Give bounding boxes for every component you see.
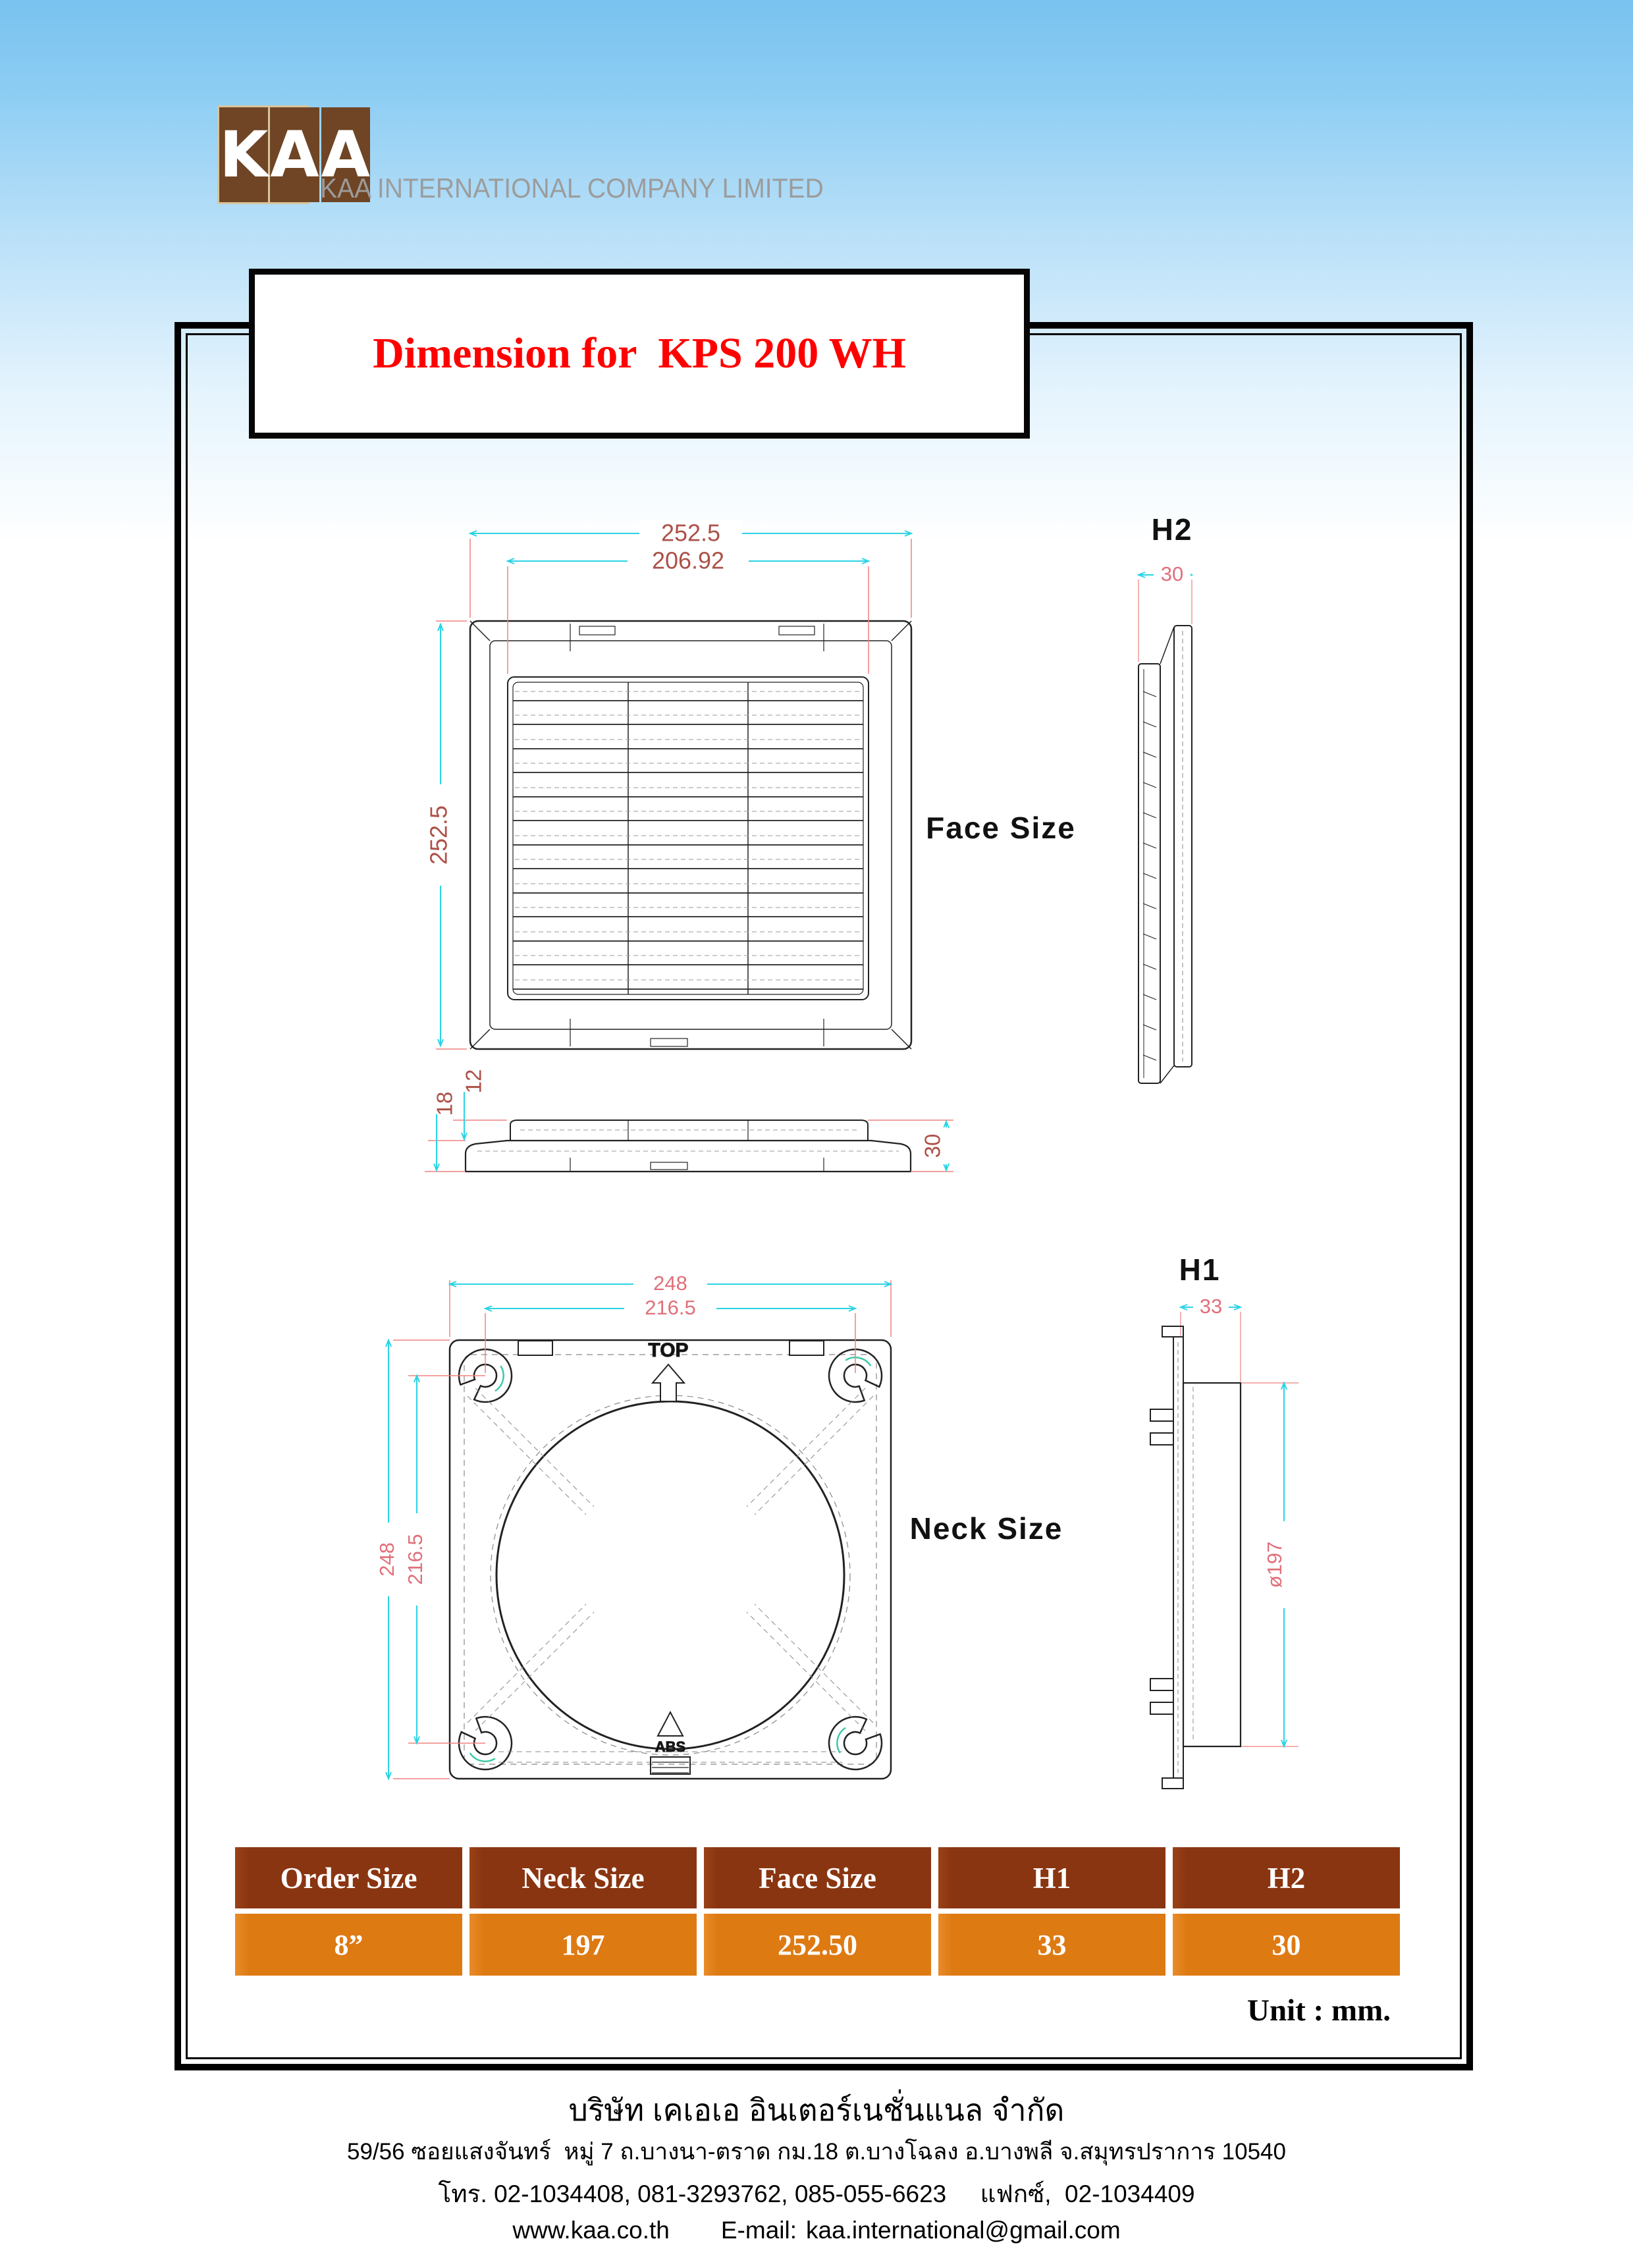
- dim-h2-depth: 30: [1160, 562, 1184, 586]
- dim-profile-total: 30: [920, 1133, 945, 1158]
- neck-dimensions: [375, 1272, 1063, 1779]
- footer-company-name-th: บริษัท เคเอเอ อินเตอร์เนชั่นแนล จำกัด: [568, 2093, 1065, 2127]
- h2-side-view: [1138, 512, 1192, 1083]
- logo-letter-panel: [219, 107, 268, 202]
- kaa-logo: [217, 105, 370, 204]
- cell-neck-size: 197: [469, 1914, 697, 1976]
- h2-label: H2: [1151, 512, 1193, 547]
- col-header-face-size: Face Size: [704, 1847, 931, 1908]
- dim-face-width-outer: 252.5: [660, 519, 721, 547]
- col-header-order-size: Order Size: [235, 1847, 462, 1908]
- footer-email: kaa.international@gmail.com: [806, 2217, 1121, 2244]
- col-header-h2: H2: [1173, 1847, 1400, 1908]
- dim-neck-height-inner: 216.5: [404, 1534, 427, 1585]
- footer-address-th: 59/56 ซอยแสงจันทร์ หมู่ 7 ถ.บางนา-ตราด กม.18 ต.บางโฉลง อ.บางพลี จ.สมุทรปราการ 10540: [347, 2139, 1286, 2165]
- dim-face-width-inner: 206.92: [651, 547, 725, 574]
- cell-h1: 33: [938, 1914, 1165, 1976]
- cell-h2: 30: [1173, 1914, 1400, 1976]
- technical-drawing: [369, 487, 1396, 1831]
- face-dimensions: [425, 520, 1076, 1049]
- footer-phone-fax: โทร. 02-1034408, 081-3293762, 085-055-6623 แฟกซ์, 02-1034409: [438, 2180, 1195, 2207]
- h1-side-view: [1150, 1253, 1298, 1789]
- unit-note: Unit : mm.: [1247, 1993, 1391, 2028]
- dim-neck-width-outer: 248: [653, 1272, 687, 1295]
- face-size-label: Face Size: [926, 811, 1076, 846]
- title-box: [249, 269, 1030, 439]
- h1-label: H1: [1179, 1253, 1221, 1287]
- dim-h1-depth: 33: [1199, 1295, 1223, 1318]
- material-mark: ABS: [655, 1738, 686, 1755]
- logo-letter: A: [321, 118, 370, 192]
- footer-web-email: [0, 2217, 1633, 2244]
- logo-letter: A: [270, 118, 319, 192]
- footer-website: www.kaa.co.th: [512, 2217, 670, 2244]
- face-profile-view: [466, 1120, 911, 1172]
- col-header-neck-size: Neck Size: [469, 1847, 697, 1908]
- corner-slot: [822, 1710, 890, 1777]
- dim-neck-width-inner: 216.5: [645, 1296, 696, 1320]
- dim-neck-height-outer: 248: [375, 1542, 399, 1577]
- face-front-view: [470, 621, 911, 1049]
- top-marker-text: TOP: [648, 1339, 689, 1361]
- company-name: KAA INTERNATIONAL COMPANY LIMITED: [320, 173, 824, 203]
- neck-size-label: Neck Size: [909, 1511, 1063, 1546]
- neck-view: [450, 1339, 891, 1779]
- dim-profile-frame: 18: [432, 1091, 457, 1116]
- cell-order-size: 8”: [235, 1914, 462, 1976]
- dim-h1-diameter: ø197: [1263, 1541, 1287, 1588]
- spec-table-data-row: [235, 1914, 1400, 1976]
- logo-letter: K: [219, 118, 269, 192]
- bottom-tab: [651, 1757, 690, 1774]
- spec-table-header-row: [235, 1847, 1400, 1908]
- page-title: Dimension for KPS 200 WH: [373, 329, 906, 377]
- abs-recycle-triangle-icon: [658, 1712, 683, 1736]
- dim-face-height: 252.5: [425, 805, 452, 865]
- logo-letter-panel: [270, 107, 319, 202]
- col-header-h1: H1: [938, 1847, 1165, 1908]
- spec-table: [235, 1847, 1400, 1976]
- footer-email-label: E-mail:: [720, 2217, 797, 2244]
- dim-profile-step: 12: [461, 1069, 486, 1094]
- cell-face-size: 252.50: [704, 1914, 931, 1976]
